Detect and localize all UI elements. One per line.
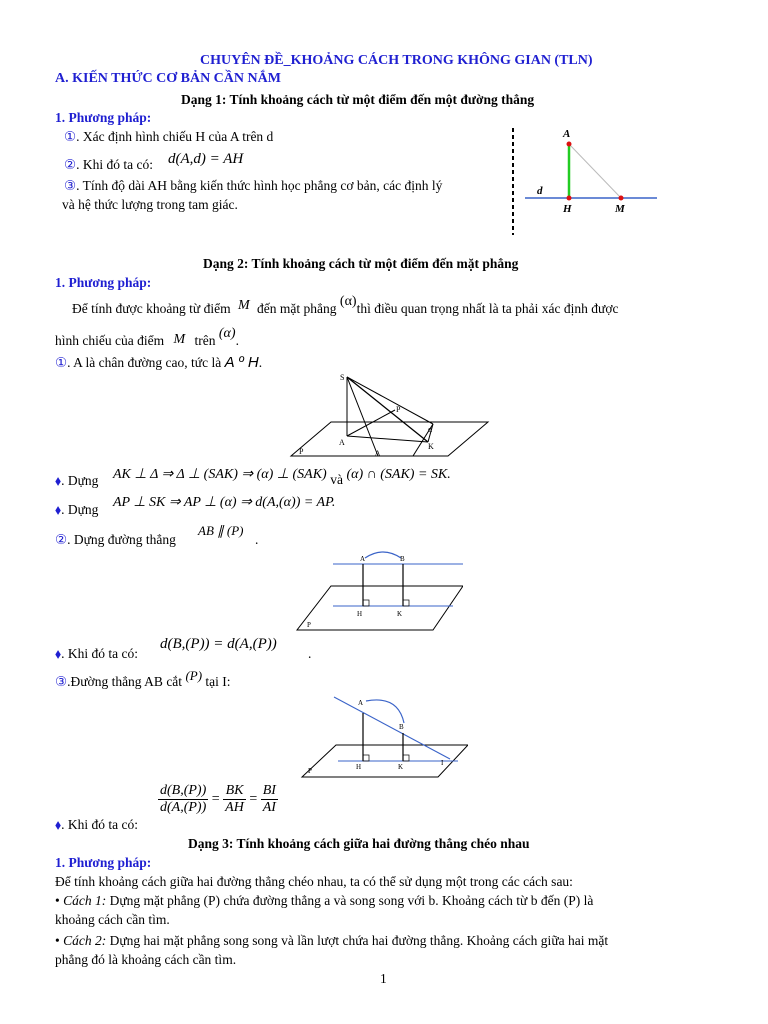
label-a: A [563, 128, 571, 140]
bullet2-formula: AP ⊥ SK ⇒ AP ⊥ (α) ⇒ d(A,(α)) = AP. [113, 495, 336, 510]
intro-m: M [238, 298, 250, 313]
case3-p: (P) [185, 668, 203, 683]
plane-p [297, 586, 463, 630]
dang1-step3 [64, 178, 442, 194]
svg-text:α: α [428, 425, 433, 434]
intro2-alpha: (α) [218, 326, 236, 341]
case1-formula: A º H [224, 354, 259, 371]
step2-text: . Khi đó ta có: [76, 157, 153, 172]
case2-formula: AB ∥ (P) [198, 523, 244, 538]
step1-text: . Xác định hình chiếu H của A trên d [76, 129, 274, 144]
dang3-heading: Dạng 3: Tính khoảng cách giữa hai đường thẳng chéo nhau [188, 836, 530, 851]
figure-intersect [298, 693, 468, 781]
svg-text:I: I [441, 759, 444, 767]
figure-point-line [505, 125, 665, 237]
dang2-heading: Dạng 2: Tính khoảng cách từ một điểm đến mặt phẳng [203, 256, 519, 271]
svg-text:B: B [400, 555, 405, 563]
intro2-a: hình chiếu của điểm [55, 333, 165, 348]
svg-text:S: S [340, 373, 345, 382]
bullet1 [55, 473, 98, 489]
case2-text: . Dựng đường thẳng [67, 532, 176, 547]
svg-text:K: K [398, 763, 404, 771]
intro2-b: trên [194, 333, 216, 348]
case3 [55, 668, 231, 690]
dang1-step2 [64, 157, 153, 173]
method1-text: Dựng mặt phẳng (P) chứa đường thẳng a và song song với b. Khoảng cách từ b đến (P) là [109, 893, 594, 908]
dang3-intro: Để tính khoảng cách giữa hai đường thẳng chéo nhau, ta có thể sử dụng một trong các cách sau: [55, 874, 573, 889]
point-a [567, 142, 572, 147]
dang2-intro2 [55, 326, 239, 350]
method2-bullet: • [55, 933, 60, 948]
bullet2-mark: ⬧ [55, 502, 62, 517]
bullet3-end: . [308, 646, 312, 661]
case1-number: ① [55, 355, 68, 370]
case3-text: .Đường thẳng AB cắt [67, 674, 183, 689]
svg-text:H: H [357, 610, 363, 618]
figure-parallel [293, 548, 463, 632]
method2 [55, 933, 608, 949]
bullet4-text: . Khi đó ta có: [61, 817, 138, 832]
method1 [55, 893, 593, 909]
case3-text-b: tại I: [205, 674, 231, 689]
bullet4-formula: $\frac{d(B,(P))}{d(A,(P))}$ = $\frac{BK}{AH}$ = $\frac{BI}{AI}$ [160, 783, 276, 815]
document-title: CHUYÊN ĐỀ_KHOẢNG CÁCH TRONG KHÔNG GIAN (TLN) [200, 53, 593, 68]
ratio-bi-ai: $\frac{BI}{AI}$ [262, 783, 276, 815]
method1-bullet: • [55, 893, 60, 908]
dang2-method: 1. Phương pháp: [55, 275, 152, 290]
intro-a: Để tính được khoảng từ điểm [72, 301, 231, 316]
bullet3-text: . Khi đó ta có: [61, 646, 138, 661]
step3-text: . Tính độ dài AH bằng kiến thức hình học phẳng cơ bản, các định lý [76, 178, 443, 193]
svg-text:P: P [396, 405, 401, 414]
intro-b: đến mặt phẳng [257, 301, 337, 316]
intro-alpha: (α) [339, 294, 357, 309]
bullet4 [55, 817, 138, 833]
segment-am [569, 144, 621, 198]
ratio-bk-ah: $\frac{BK}{AH}$ [225, 783, 244, 815]
bullet2-text: . Dựng [61, 502, 99, 517]
dang1-method: 1. Phương pháp: [55, 110, 152, 125]
intro2-m: M [173, 332, 186, 347]
dang3-method: 1. Phương pháp: [55, 855, 152, 870]
page-number: 1 [380, 971, 387, 986]
step2-number: ② [64, 157, 77, 172]
svg-text:P: P [299, 447, 304, 456]
case1-text: . A là chân đường cao, tức là [67, 355, 222, 370]
bullet3 [55, 646, 138, 662]
dang1-formula: d(A,d) = AH [168, 151, 244, 167]
bullet1-mark: ⬧ [55, 473, 62, 488]
svg-text:B: B [399, 723, 404, 731]
svg-text:A: A [339, 438, 345, 447]
dang1-step3-cont: và hệ thức lượng trong tam giác. [62, 197, 238, 212]
intro-c: thì điều quan trọng nhất là ta phải xác định được [356, 301, 619, 316]
dang2-intro [72, 294, 619, 318]
svg-text:P: P [308, 767, 312, 775]
label-h: H [563, 203, 572, 215]
svg-text:Δ: Δ [375, 449, 381, 458]
step1-number: ① [64, 129, 77, 144]
label-d: d [537, 185, 543, 197]
ratio-distances: $\frac{d(B,(P))}{d(A,(P))}$ [160, 783, 207, 815]
case3-number: ③ [55, 674, 68, 689]
svg-text:A: A [358, 699, 364, 707]
dang1-step1 [64, 129, 273, 145]
bullet2 [55, 502, 98, 518]
dang1-heading: Dạng 1: Tính khoảng cách từ một điểm đến một đường thẳng [181, 92, 535, 107]
figure-pyramid [283, 372, 493, 460]
bullet1-text: . Dựng [61, 473, 99, 488]
section-a-heading: A. KIẾN THỨC CƠ BẢN CẦN NẮM [55, 71, 281, 86]
point-h [567, 196, 572, 201]
case1-end: . [258, 355, 263, 370]
method1-cont: khoảng cách cần tìm. [55, 912, 170, 927]
method2-cont: phẳng đó là khoảng cách cần tìm. [55, 952, 237, 967]
svg-text:K: K [397, 610, 403, 618]
svg-text:H: H [356, 763, 362, 771]
point-m [619, 196, 624, 201]
intro2-end: . [235, 333, 239, 348]
svg-text:P: P [307, 621, 311, 629]
case2-end: . [255, 532, 259, 547]
case2 [55, 532, 176, 548]
method1-label: Cách 1: [63, 893, 107, 908]
case1 [55, 354, 262, 371]
svg-text:A: A [360, 555, 366, 563]
bullet3-mark: ⬧ [55, 646, 62, 661]
step3-number: ③ [64, 178, 77, 193]
svg-text:K: K [428, 442, 434, 451]
bullet3-formula: d(B,(P)) = d(A,(P)) [160, 636, 277, 652]
method2-text: Dựng hai mặt phẳng song song và lần lượt chứa hai đường thẳng. Khoảng cách giữa hai mặt [109, 933, 609, 948]
label-m: M [615, 203, 625, 215]
method2-label: Cách 2: [63, 933, 107, 948]
bullet4-mark: ⬧ [55, 817, 62, 832]
bullet1-formula: AK ⊥ Δ ⇒ Δ ⊥ (SAK) ⇒ (α) ⊥ (SAK) và (α) ∩ (SAK) = SK. [113, 467, 451, 487]
case2-number: ② [55, 532, 68, 547]
